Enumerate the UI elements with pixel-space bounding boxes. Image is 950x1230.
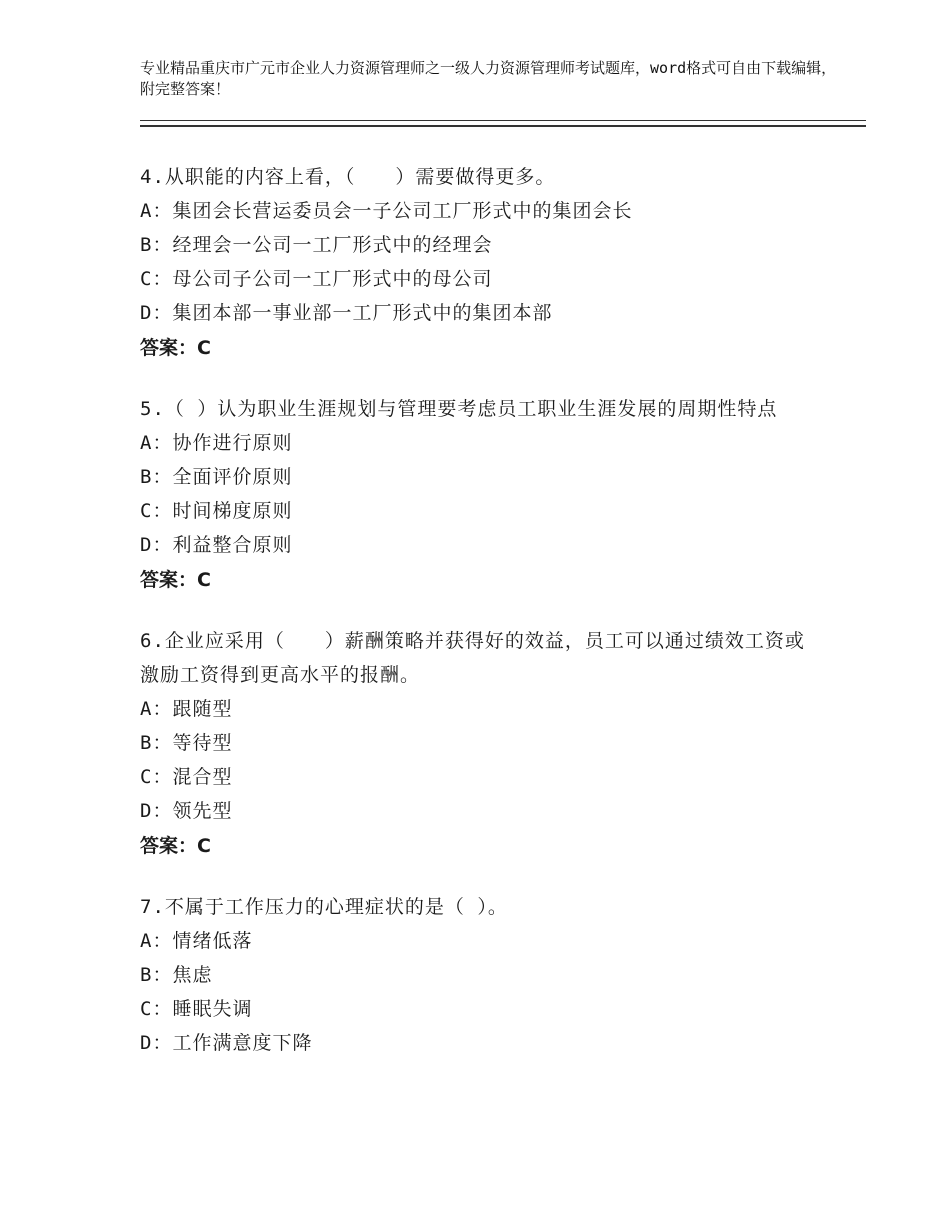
- option-d: D：利益整合原则: [140, 534, 293, 556]
- option-c: C：混合型: [140, 766, 233, 788]
- option-b: B：全面评价原则: [140, 466, 293, 488]
- option-d: D：集团本部一事业部一工厂形式中的集团本部: [140, 302, 553, 324]
- option-a: A：跟随型: [140, 698, 233, 720]
- question-6: [140, 624, 820, 864]
- question-stem: 7.不属于工作压力的心理症状的是（ ）。: [140, 896, 508, 918]
- option-c: C：时间梯度原则: [140, 500, 293, 522]
- answer: 答案：C: [140, 569, 211, 591]
- option-c: C：睡眠失调: [140, 998, 253, 1020]
- option-d: D：工作满意度下降: [140, 1032, 313, 1054]
- question-5: [140, 392, 820, 598]
- question-list: [140, 160, 820, 1086]
- option-c: C：母公司子公司一工厂形式中的母公司: [140, 268, 493, 290]
- option-b: B：焦虑: [140, 964, 213, 986]
- option-d: D：领先型: [140, 800, 233, 822]
- question-stem: 4.从职能的内容上看，（ ）需要做得更多。: [140, 166, 556, 188]
- document-header: 专业精品重庆市广元市企业人力资源管理师之一级人力资源管理师考试题库，word格式可自由下载编辑，附完整答案！: [140, 59, 837, 98]
- option-a: A：集团会长营运委员会一子公司工厂形式中的集团会长: [140, 200, 633, 222]
- question-stem: 6.企业应采用（ ）薪酬策略并获得好的效益，员工可以通过绩效工资或激励工资得到更高水平的报酬。: [140, 630, 805, 686]
- question-4: [140, 160, 820, 366]
- question-7: [140, 890, 820, 1060]
- question-stem: 5.（ ）认为职业生涯规划与管理要考虑员工职业生涯发展的周期性特点: [140, 398, 778, 420]
- option-b: B：等待型: [140, 732, 233, 754]
- answer: 答案：C: [140, 835, 211, 857]
- option-a: A：情绪低落: [140, 930, 253, 952]
- option-a: A：协作进行原则: [140, 432, 293, 454]
- answer: 答案：C: [140, 337, 211, 359]
- header-divider-lower: [140, 126, 866, 127]
- option-b: B：经理会一公司一工厂形式中的经理会: [140, 234, 493, 256]
